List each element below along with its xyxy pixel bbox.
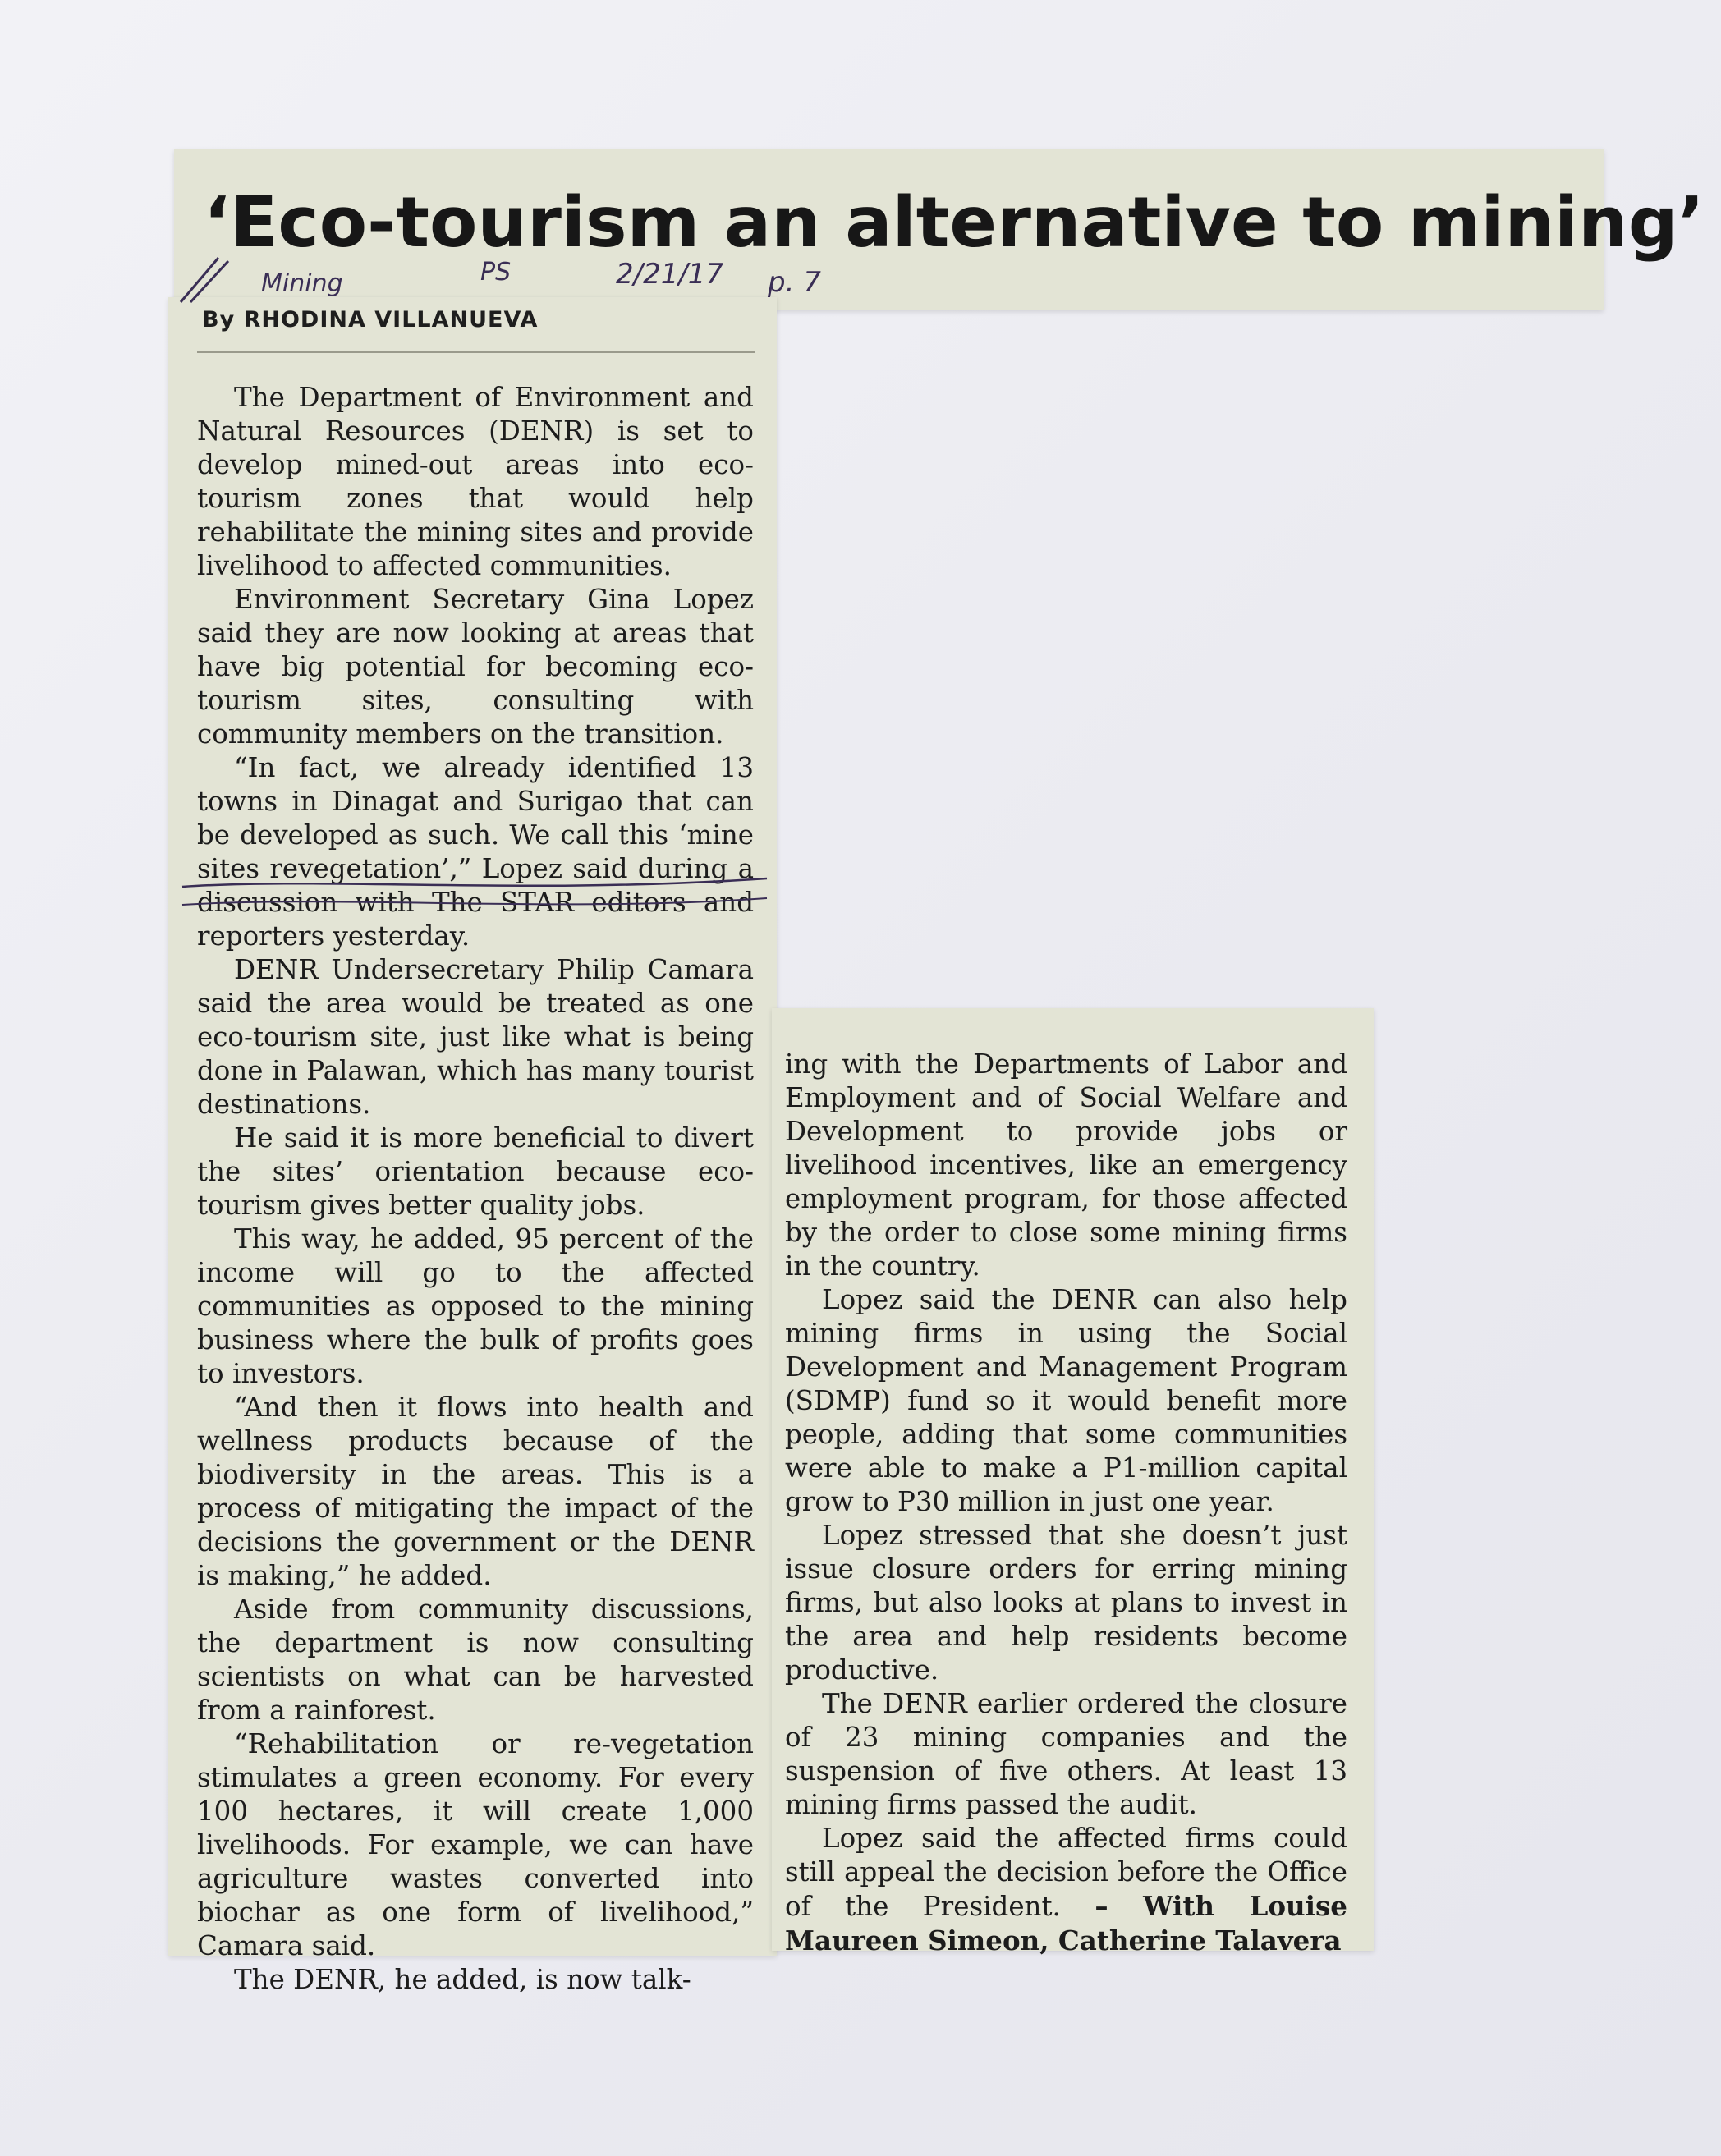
paragraph: DENR Undersecretary Philip Camara said the area would be treated as one eco-tourism site, just like what is being done in Palawan, which has many tourist destinations. [197, 954, 754, 1120]
paragraph: “Rehabilitation or re-vegetation stimulates a green economy. For every 100 hectares, it will create 1,000 livelihoods. For example, we can have agriculture wastes converted into biochar as one form of livelihood,” Camara said. [197, 1728, 754, 1961]
paragraph: Aside from community discussions, the department is now consulting scientists on what can be harvested from a rainforest. [197, 1594, 754, 1726]
paragraph: The DENR earlier ordered the closure of 23 mining companies and the suspension of five others. At least 13 mining firms passed the audit. [785, 1688, 1347, 1820]
paragraph-continued: ing with the Departments of Labor and Employment and of Social Welfare and Development to provide jobs or livelihood incentives, like an emergency employment program, for those affected by the order to close some mining firms in the country. [785, 1048, 1347, 1282]
handwritten-annotations [172, 246, 846, 312]
paragraph: This way, he added, 95 percent of the income will go to the affected communities as opposed to the mining business where the bulk of profits goes to investors. [197, 1223, 754, 1389]
pen-underline-mark [179, 862, 770, 920]
closing-paragraph [785, 1822, 1347, 1958]
paragraph: Environment Secretary Gina Lopez said they are now looking at areas that have big potential for becoming eco-tourism sites, consulting with community members on the transition. [197, 584, 754, 750]
paragraph: Lopez stressed that she doesn’t just issue closure orders for erring mining firms, but also looks at plans to invest in the area and help residents become productive. [785, 1520, 1347, 1686]
article-left-column [197, 381, 754, 1997]
pen-slash-marks [179, 255, 261, 304]
paragraph: Lopez said the DENR can also help mining firms in using the Social Development and Management Program (SDMP) fund so it would benefit more people, adding that some communities were able to make a P1-million capital grow to P30 million in just one year. [785, 1284, 1347, 1517]
annotation-page: p. 7 [768, 266, 821, 299]
paragraph: “And then it flows into health and wellness products because of the biodiversity in the areas. This is a process of mitigating the impact of the decisions the government or the DENR is making,” he added. [197, 1392, 754, 1591]
byline-divider [197, 351, 755, 353]
annotation-category: Mining [261, 269, 343, 298]
annotation-initials: PS [480, 258, 512, 287]
byline: By RHODINA VILLANUEVA [202, 307, 539, 333]
paragraph: The DENR, he added, is now talk- [234, 1964, 691, 1995]
article-right-column [785, 1048, 1347, 1958]
paragraph: The Department of Environment and Natural Resources (DENR) is set to develop mined-out areas into eco-tourism zones that would help rehabilitate the mining sites and provide livelihood to affected communities. [197, 382, 754, 581]
annotation-date: 2/21/17 [616, 258, 724, 291]
contributor-credit: – With Louise Maureen Simeon, Catherine Talavera [785, 1890, 1347, 1956]
paragraph: He said it is more beneficial to divert the sites’ orientation because eco-tourism gives better quality jobs. [197, 1122, 754, 1221]
paragraph: “In fact, we already identified 13 towns in Dinagat and Surigao that can be developed as such. We call this ‘mine sites revegetation’,” Lopez said during a discussion with The STAR editors and reporters yesterday. [197, 752, 754, 952]
closing-text: Lopez said the affected firms could still appeal the decision before the Office of the President. [785, 1823, 1347, 1922]
headline: ‘Eco-tourism an alternative to mining’ [204, 182, 1705, 264]
